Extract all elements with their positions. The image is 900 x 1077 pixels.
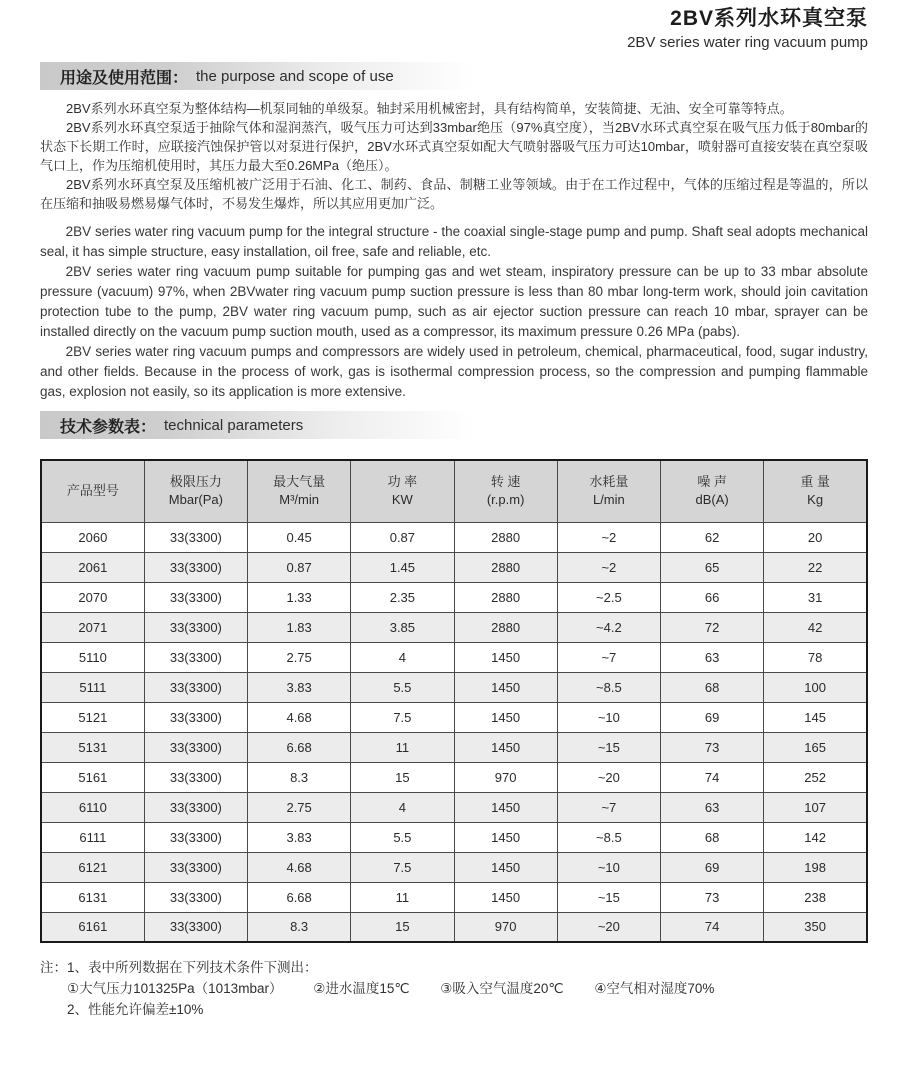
table-cell: 1450	[454, 882, 557, 912]
notes-block	[40, 957, 868, 1020]
table-cell: 2061	[41, 552, 144, 582]
table-cell: 4	[351, 792, 454, 822]
table-cell: ~15	[557, 882, 660, 912]
table-cell: ~8.5	[557, 822, 660, 852]
table-cell: 20	[764, 522, 867, 552]
table-cell: 4	[351, 642, 454, 672]
table-cell: 6.68	[248, 732, 351, 762]
table-row	[41, 912, 867, 942]
paragraph-en-2: 2BV series water ring vacuum pump suitable for pumping gas and wet steam, inspiratory pressure can be up to 33 mbar absolute pressure (vacuum) 97%, when 2BVwater ring vacuum pump suction pressure is less than 80 mbar long-term work, should join cavitation protection tube to the pump, 2BV water ring vacuum pump, such as air ejector suction pressure can reach 10 mbar, sprayer can be installed directly on the vacuum pump suction mouth, used as a compressor, its maximum pressure 0.26 MPa (pabs).	[40, 264, 868, 339]
table-header	[41, 460, 867, 522]
condition-4: ④空气相对湿度70%	[594, 981, 715, 996]
purpose-heading-en: the purpose and scope of use	[196, 67, 394, 85]
table-cell: 5111	[41, 672, 144, 702]
table-cell: 68	[661, 822, 764, 852]
paragraph-en-3: 2BV series water ring vacuum pumps and compressors are widely used in petroleum, chemical, pharmaceutical, food, sugar industry, and other fields. Because in the process of work, gas is isothermal compression process, so the compression and pumping flammable gas, explosion not easily, so its application is more extensive.	[40, 344, 868, 399]
table-cell: 69	[661, 852, 764, 882]
table-cell: 142	[764, 822, 867, 852]
table-cell: 5.5	[351, 672, 454, 702]
table-cell: 11	[351, 732, 454, 762]
purpose-section-heading	[40, 62, 492, 90]
table-cell: 2.75	[248, 642, 351, 672]
table-cell: 31	[764, 582, 867, 612]
params-table	[40, 459, 868, 943]
params-heading-en: technical parameters	[164, 416, 304, 434]
table-row	[41, 792, 867, 822]
table-cell: 68	[661, 672, 764, 702]
table-header-cell: 噪 声 dB(A)	[661, 460, 764, 522]
table-cell: 33(3300)	[144, 792, 247, 822]
table-header-cell: 产品型号	[41, 460, 144, 522]
table-cell: 3.83	[248, 822, 351, 852]
table-cell: 63	[661, 792, 764, 822]
table-cell: 65	[661, 552, 764, 582]
table-cell: 5131	[41, 732, 144, 762]
table-cell: 4.68	[248, 852, 351, 882]
table-row	[41, 852, 867, 882]
table-cell: 5.5	[351, 822, 454, 852]
table-cell: 33(3300)	[144, 912, 247, 942]
table-header-cell: 转 速 (r.p.m)	[454, 460, 557, 522]
table-cell: 33(3300)	[144, 732, 247, 762]
table-cell: 3.83	[248, 672, 351, 702]
purpose-heading-cn: 用途及使用范围：	[60, 69, 189, 87]
table-cell: 69	[661, 702, 764, 732]
table-header-cell: 极限压力 Mbar(Pa)	[144, 460, 247, 522]
table-cell: 970	[454, 762, 557, 792]
table-cell: 252	[764, 762, 867, 792]
condition-3: ③吸入空气温度20℃	[440, 981, 564, 996]
table-cell: ~7	[557, 792, 660, 822]
table-cell: 2880	[454, 522, 557, 552]
table-cell: 1450	[454, 702, 557, 732]
table-cell: 11	[351, 882, 454, 912]
table-cell: 970	[454, 912, 557, 942]
table-header-cell: 最大气量 M³/min	[248, 460, 351, 522]
table-cell: 63	[661, 642, 764, 672]
table-cell: ~10	[557, 852, 660, 882]
table-row	[41, 762, 867, 792]
table-cell: 66	[661, 582, 764, 612]
paragraph-cn-3: 2BV系列水环真空泵及压缩机被广泛用于石油、化工、制药、食品、制糖工业等领域。由于在工作过程中，气体的压缩过程是等温的，所以在压缩和抽吸易燃易爆气体时，不易发生爆炸，所以其应用更加广泛。	[40, 177, 868, 211]
table-cell: 42	[764, 612, 867, 642]
table-cell: 6110	[41, 792, 144, 822]
table-cell: 0.87	[351, 522, 454, 552]
table-cell: 33(3300)	[144, 822, 247, 852]
table-cell: 7.5	[351, 852, 454, 882]
table-cell: 5121	[41, 702, 144, 732]
note-line-2: 2、性能允许偏差±10%	[67, 1002, 204, 1017]
table-cell: ~4.2	[557, 612, 660, 642]
table-header-row	[41, 460, 867, 522]
condition-1: ①大气压力101325Pa（1013mbar）	[67, 981, 283, 996]
table-cell: 2.75	[248, 792, 351, 822]
table-row	[41, 732, 867, 762]
table-cell: 2880	[454, 552, 557, 582]
table-cell: 238	[764, 882, 867, 912]
note-conditions	[40, 978, 868, 999]
table-cell: 1450	[454, 792, 557, 822]
table-row	[41, 672, 867, 702]
table-cell: 22	[764, 552, 867, 582]
table-cell: 33(3300)	[144, 642, 247, 672]
table-cell: 1450	[454, 672, 557, 702]
table-cell: 6111	[41, 822, 144, 852]
table-cell: 33(3300)	[144, 522, 247, 552]
table-cell: 78	[764, 642, 867, 672]
table-cell: 15	[351, 762, 454, 792]
table-cell: 33(3300)	[144, 612, 247, 642]
table-cell: 6131	[41, 882, 144, 912]
table-cell: ~2	[557, 522, 660, 552]
page-title-cn: 2BV系列水环真空泵	[670, 7, 868, 30]
table-cell: 1450	[454, 852, 557, 882]
table-cell: ~2.5	[557, 582, 660, 612]
table-cell: 33(3300)	[144, 582, 247, 612]
table-row	[41, 822, 867, 852]
title-block	[40, 6, 868, 53]
table-cell: 2.35	[351, 582, 454, 612]
table-cell: 6121	[41, 852, 144, 882]
table-cell: 1450	[454, 822, 557, 852]
table-cell: 6161	[41, 912, 144, 942]
table-cell: 33(3300)	[144, 552, 247, 582]
params-table-wrap	[40, 459, 868, 943]
table-cell: 33(3300)	[144, 882, 247, 912]
params-heading-cn: 技术参数表：	[60, 418, 157, 436]
table-header-cell: 功 率 KW	[351, 460, 454, 522]
table-cell: 33(3300)	[144, 762, 247, 792]
table-cell: 74	[661, 762, 764, 792]
table-cell: 1450	[454, 732, 557, 762]
table-body	[41, 522, 867, 942]
table-cell: 73	[661, 882, 764, 912]
table-cell: 2880	[454, 612, 557, 642]
table-cell: 145	[764, 702, 867, 732]
table-cell: 1.83	[248, 612, 351, 642]
table-cell: 8.3	[248, 912, 351, 942]
table-row	[41, 582, 867, 612]
table-cell: ~20	[557, 762, 660, 792]
table-cell: ~15	[557, 732, 660, 762]
table-cell: 72	[661, 612, 764, 642]
table-cell: 1.45	[351, 552, 454, 582]
table-cell: 2060	[41, 522, 144, 552]
table-row	[41, 882, 867, 912]
table-cell: 107	[764, 792, 867, 822]
table-cell: 1.33	[248, 582, 351, 612]
page-title-en: 2BV series water ring vacuum pump	[627, 34, 868, 52]
table-cell: ~8.5	[557, 672, 660, 702]
table-cell: 74	[661, 912, 764, 942]
table-cell: 15	[351, 912, 454, 942]
table-cell: 2071	[41, 612, 144, 642]
table-cell: 3.85	[351, 612, 454, 642]
table-cell: 33(3300)	[144, 852, 247, 882]
paragraph-en-1: 2BV series water ring vacuum pump for the integral structure - the coaxial single-stage pump and pump. Shaft seal adopts mechanical seal, it has simple structure, easy installation, oil free, safe and reliable, etc.	[40, 224, 868, 259]
table-cell: 2070	[41, 582, 144, 612]
chinese-paragraphs	[40, 99, 868, 213]
params-section-heading	[40, 411, 492, 439]
table-cell: 350	[764, 912, 867, 942]
table-cell: 4.68	[248, 702, 351, 732]
table-cell: ~7	[557, 642, 660, 672]
table-cell: 2880	[454, 582, 557, 612]
note-1-text: 1、表中所列数据在下列技术条件下测出：	[67, 960, 318, 975]
paragraph-cn-1: 2BV系列水环真空泵为整体结构—机泵同轴的单级泵。轴封采用机械密封，具有结构简单，安装简捷、无油、安全可靠等特点。	[66, 101, 793, 116]
condition-2: ②进水温度15℃	[313, 981, 410, 996]
table-cell: 0.87	[248, 552, 351, 582]
table-header-cell: 水耗量 L/min	[557, 460, 660, 522]
table-cell: 6.68	[248, 882, 351, 912]
table-cell: 5110	[41, 642, 144, 672]
table-cell: 198	[764, 852, 867, 882]
table-cell: ~10	[557, 702, 660, 732]
table-cell: 73	[661, 732, 764, 762]
table-row	[41, 552, 867, 582]
table-header-cell: 重 量 Kg	[764, 460, 867, 522]
table-cell: 33(3300)	[144, 672, 247, 702]
table-cell: 100	[764, 672, 867, 702]
table-row	[41, 522, 867, 552]
table-cell: 7.5	[351, 702, 454, 732]
table-cell: 33(3300)	[144, 702, 247, 732]
table-row	[41, 612, 867, 642]
table-cell: 165	[764, 732, 867, 762]
note-line-1	[40, 957, 868, 978]
table-cell: 5161	[41, 762, 144, 792]
table-cell: ~20	[557, 912, 660, 942]
table-cell: 8.3	[248, 762, 351, 792]
table-cell: 0.45	[248, 522, 351, 552]
table-cell: ~2	[557, 552, 660, 582]
table-cell: 1450	[454, 642, 557, 672]
paragraph-cn-2: 2BV系列水环真空泵适于抽除气体和湿润蒸汽，吸气压力可达到33mbar绝压（97%真空度），当2BV水环式真空泵在吸气压力低于80mbar的状态下长期工作时，应联接汽蚀保护管以对泵进行保护，2BV水环式真空泵如配大气喷射器吸气压力可达10mbar，喷射器可直接安装在真空泵吸气口上，作为压缩机使用时，其压力最大至0.26MPa（绝压）。	[40, 120, 868, 173]
table-row	[41, 642, 867, 672]
note-label: 注：	[40, 960, 67, 975]
english-paragraphs	[40, 222, 868, 402]
table-row	[41, 702, 867, 732]
table-cell: 62	[661, 522, 764, 552]
